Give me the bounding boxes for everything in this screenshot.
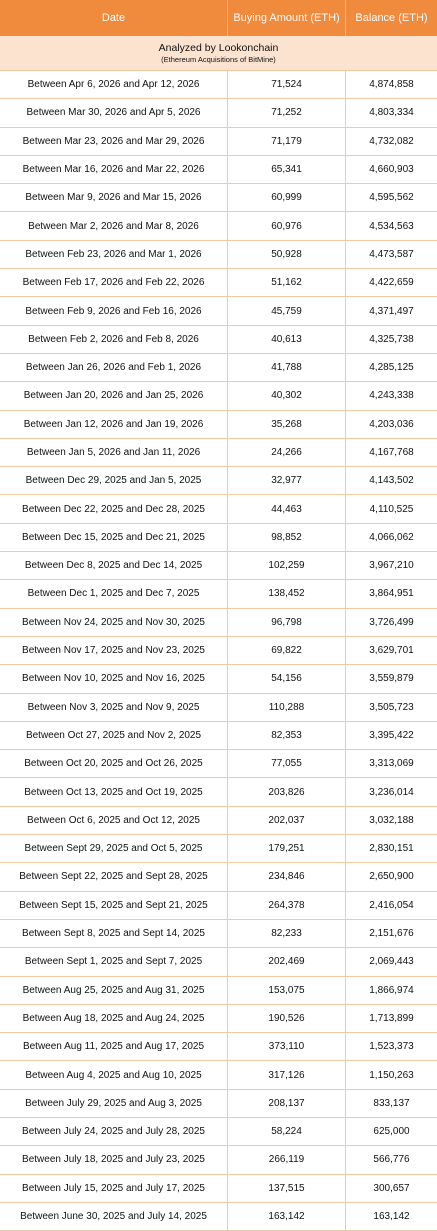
date-cell: Between Sept 29, 2025 and Oct 5, 2025 xyxy=(0,835,228,862)
balance-cell: 2,069,443 xyxy=(369,956,414,968)
balance-cell: 4,422,659 xyxy=(369,277,414,289)
table-row xyxy=(0,439,437,467)
date-cell: Between Oct 6, 2025 and Oct 12, 2025 xyxy=(0,807,228,834)
buying-amount-cell: 264,378 xyxy=(228,892,346,919)
date-cell: Between July 24, 2025 and July 28, 2025 xyxy=(0,1118,228,1145)
buying-amount-cell: 110,288 xyxy=(228,694,346,721)
buying-amount-cell: 98,852 xyxy=(228,524,346,551)
table-row xyxy=(0,977,437,1005)
table-row xyxy=(0,354,437,382)
date-cell: Between Nov 24, 2025 and Nov 30, 2025 xyxy=(0,609,228,636)
table-row xyxy=(0,128,437,156)
date-cell: Between Mar 16, 2026 and Mar 22, 2026 xyxy=(0,156,228,183)
buying-amount-cell: 54,156 xyxy=(228,665,346,692)
table-row xyxy=(0,694,437,722)
buying-amount-cell: 373,110 xyxy=(228,1033,346,1060)
buying-amount-cell: 266,119 xyxy=(228,1146,346,1173)
header-balance: Balance (ETH) xyxy=(355,12,428,24)
table-row xyxy=(0,863,437,891)
buying-amount-cell: 24,266 xyxy=(228,439,346,466)
date-cell: Between Mar 30, 2026 and Apr 5, 2026 xyxy=(0,99,228,126)
banner-title: Analyzed by Lookonchain xyxy=(158,41,279,54)
table-row xyxy=(0,948,437,976)
buying-amount-cell: 163,142 xyxy=(228,1203,346,1230)
table-row xyxy=(0,1118,437,1146)
buying-amount-cell: 179,251 xyxy=(228,835,346,862)
balance-cell: 2,830,151 xyxy=(369,843,414,855)
table-row xyxy=(0,1203,437,1231)
balance-cell: 3,313,069 xyxy=(369,758,414,770)
table-row xyxy=(0,1146,437,1174)
table-row xyxy=(0,750,437,778)
balance-cell: 4,371,497 xyxy=(369,305,414,317)
date-cell: Between Nov 10, 2025 and Nov 16, 2025 xyxy=(0,665,228,692)
balance-cell: 4,285,125 xyxy=(369,362,414,374)
table-row xyxy=(0,1005,437,1033)
table-row xyxy=(0,807,437,835)
date-cell: Between Nov 17, 2025 and Nov 23, 2025 xyxy=(0,637,228,664)
table-row xyxy=(0,665,437,693)
table-header xyxy=(0,0,437,36)
buying-amount-cell: 60,999 xyxy=(228,184,346,211)
balance-cell: 3,559,879 xyxy=(369,673,414,685)
balance-cell: 3,236,014 xyxy=(369,786,414,798)
date-cell: Between Dec 15, 2025 and Dec 21, 2025 xyxy=(0,524,228,551)
buying-amount-cell: 40,613 xyxy=(228,326,346,353)
date-cell: Between Sept 15, 2025 and Sept 21, 2025 xyxy=(0,892,228,919)
buying-amount-cell: 77,055 xyxy=(228,750,346,777)
date-cell: Between Oct 20, 2025 and Oct 26, 2025 xyxy=(0,750,228,777)
date-cell: Between Jan 5, 2026 and Jan 11, 2026 xyxy=(0,439,228,466)
buying-amount-cell: 202,469 xyxy=(228,948,346,975)
buying-amount-cell: 96,798 xyxy=(228,609,346,636)
date-cell: Between Dec 29, 2025 and Jan 5, 2025 xyxy=(0,467,228,494)
buying-amount-cell: 41,788 xyxy=(228,354,346,381)
date-cell: Between Apr 6, 2026 and Apr 12, 2026 xyxy=(0,71,228,98)
balance-cell: 4,325,738 xyxy=(369,333,414,345)
table-row xyxy=(0,212,437,240)
table-row xyxy=(0,99,437,127)
balance-cell: 1,150,263 xyxy=(369,1069,414,1081)
table-row xyxy=(0,1175,437,1203)
buying-amount-cell: 138,452 xyxy=(228,580,346,607)
table-row xyxy=(0,495,437,523)
date-cell: Between Feb 23, 2026 and Mar 1, 2026 xyxy=(0,241,228,268)
balance-cell: 4,732,082 xyxy=(369,135,414,147)
date-cell: Between Sept 1, 2025 and Sept 7, 2025 xyxy=(0,948,228,975)
balance-cell: 3,629,701 xyxy=(369,645,414,657)
table-row xyxy=(0,297,437,325)
date-cell: Between Mar 9, 2026 and Mar 15, 2026 xyxy=(0,184,228,211)
buying-amount-cell: 71,524 xyxy=(228,71,346,98)
buying-amount-cell: 82,353 xyxy=(228,722,346,749)
buying-amount-cell: 190,526 xyxy=(228,1005,346,1032)
date-cell: Between Mar 2, 2026 and Mar 8, 2026 xyxy=(0,212,228,239)
table-row xyxy=(0,920,437,948)
balance-cell: 4,534,563 xyxy=(369,220,414,232)
date-cell: Between Aug 18, 2025 and Aug 24, 2025 xyxy=(0,1005,228,1032)
buying-amount-cell: 45,759 xyxy=(228,297,346,324)
balance-cell: 1,523,373 xyxy=(369,1041,414,1053)
date-cell: Between Feb 9, 2026 and Feb 16, 2026 xyxy=(0,297,228,324)
buying-amount-cell: 317,126 xyxy=(228,1061,346,1088)
balance-cell: 4,473,587 xyxy=(369,248,414,260)
balance-cell: 4,595,562 xyxy=(369,192,414,204)
table-row xyxy=(0,326,437,354)
date-cell: Between June 30, 2025 and July 14, 2025 xyxy=(0,1203,228,1230)
buying-amount-cell: 32,977 xyxy=(228,467,346,494)
balance-cell: 566,776 xyxy=(373,1154,410,1166)
date-cell: Between Mar 23, 2026 and Mar 29, 2026 xyxy=(0,128,228,155)
buying-amount-cell: 44,463 xyxy=(228,495,346,522)
buying-amount-cell: 82,233 xyxy=(228,920,346,947)
buying-amount-cell: 60,976 xyxy=(228,212,346,239)
balance-cell: 4,803,334 xyxy=(369,107,414,119)
table-row xyxy=(0,580,437,608)
table-row xyxy=(0,382,437,410)
date-cell: Between July 15, 2025 and July 17, 2025 xyxy=(0,1175,228,1202)
table-row xyxy=(0,467,437,495)
balance-cell: 3,505,723 xyxy=(369,701,414,713)
buying-amount-cell: 208,137 xyxy=(228,1090,346,1117)
balance-cell: 4,874,858 xyxy=(369,79,414,91)
balance-cell: 1,866,974 xyxy=(369,984,414,996)
date-cell: Between Jan 26, 2026 and Feb 1, 2026 xyxy=(0,354,228,381)
date-cell: Between Sept 8, 2025 and Sept 14, 2025 xyxy=(0,920,228,947)
buying-amount-cell: 35,268 xyxy=(228,411,346,438)
date-cell: Between Dec 1, 2025 and Dec 7, 2025 xyxy=(0,580,228,607)
balance-cell: 4,203,036 xyxy=(369,418,414,430)
analysis-banner xyxy=(0,36,437,71)
balance-cell: 3,395,422 xyxy=(369,729,414,741)
table-row xyxy=(0,778,437,806)
banner-subtitle: (Ethereum Acquisitions of BitMine) xyxy=(161,54,276,64)
table-body xyxy=(0,71,437,1231)
date-cell: Between July 29, 2025 and Aug 3, 2025 xyxy=(0,1090,228,1117)
buying-amount-cell: 137,515 xyxy=(228,1175,346,1202)
balance-cell: 4,110,525 xyxy=(369,503,414,515)
date-cell: Between Oct 13, 2025 and Oct 19, 2025 xyxy=(0,778,228,805)
table-row xyxy=(0,184,437,212)
buying-amount-cell: 203,826 xyxy=(228,778,346,805)
date-cell: Between Feb 2, 2026 and Feb 8, 2026 xyxy=(0,326,228,353)
table-row xyxy=(0,637,437,665)
date-cell: Between Sept 22, 2025 and Sept 28, 2025 xyxy=(0,863,228,890)
balance-cell: 163,142 xyxy=(373,1211,410,1223)
table-row xyxy=(0,1033,437,1061)
table-row xyxy=(0,411,437,439)
balance-cell: 300,657 xyxy=(373,1182,410,1194)
balance-cell: 2,151,676 xyxy=(369,928,414,940)
table-row xyxy=(0,609,437,637)
date-cell: Between Feb 17, 2026 and Feb 22, 2026 xyxy=(0,269,228,296)
buying-amount-cell: 153,075 xyxy=(228,977,346,1004)
balance-cell: 833,137 xyxy=(373,1097,410,1109)
date-cell: Between Oct 27, 2025 and Nov 2, 2025 xyxy=(0,722,228,749)
balance-cell: 4,243,338 xyxy=(369,390,414,402)
balance-cell: 1,713,899 xyxy=(369,1012,414,1024)
buying-amount-cell: 51,162 xyxy=(228,269,346,296)
date-cell: Between Jan 20, 2026 and Jan 25, 2026 xyxy=(0,382,228,409)
table-row xyxy=(0,241,437,269)
table-row xyxy=(0,1061,437,1089)
date-cell: Between Dec 22, 2025 and Dec 28, 2025 xyxy=(0,495,228,522)
balance-cell: 3,864,951 xyxy=(369,588,414,600)
buying-amount-cell: 234,846 xyxy=(228,863,346,890)
balance-cell: 2,650,900 xyxy=(369,871,414,883)
table-row xyxy=(0,552,437,580)
buying-amount-cell: 50,928 xyxy=(228,241,346,268)
buying-amount-cell: 102,259 xyxy=(228,552,346,579)
date-cell: Between July 18, 2025 and July 23, 2025 xyxy=(0,1146,228,1173)
date-cell: Between Aug 4, 2025 and Aug 10, 2025 xyxy=(0,1061,228,1088)
buying-amount-cell: 65,341 xyxy=(228,156,346,183)
table-row xyxy=(0,1090,437,1118)
table-row xyxy=(0,524,437,552)
buying-amount-cell: 58,224 xyxy=(228,1118,346,1145)
balance-cell: 3,967,210 xyxy=(369,560,414,572)
balance-cell: 4,143,502 xyxy=(369,475,414,487)
header-buying-amount: Buying Amount (ETH) xyxy=(228,0,346,36)
balance-cell: 4,660,903 xyxy=(369,164,414,176)
buying-amount-cell: 71,252 xyxy=(228,99,346,126)
date-cell: Between Dec 8, 2025 and Dec 14, 2025 xyxy=(0,552,228,579)
buying-amount-cell: 69,822 xyxy=(228,637,346,664)
date-cell: Between Aug 25, 2025 and Aug 31, 2025 xyxy=(0,977,228,1004)
table-row xyxy=(0,269,437,297)
date-cell: Between Nov 3, 2025 and Nov 9, 2025 xyxy=(0,694,228,721)
balance-cell: 3,032,188 xyxy=(369,814,414,826)
table-row xyxy=(0,71,437,99)
date-cell: Between Jan 12, 2026 and Jan 19, 2026 xyxy=(0,411,228,438)
date-cell: Between Aug 11, 2025 and Aug 17, 2025 xyxy=(0,1033,228,1060)
table-row xyxy=(0,835,437,863)
table-row xyxy=(0,722,437,750)
balance-cell: 4,066,062 xyxy=(369,531,414,543)
header-date: Date xyxy=(0,0,228,36)
buying-amount-cell: 202,037 xyxy=(228,807,346,834)
balance-cell: 625,000 xyxy=(373,1126,410,1138)
balance-cell: 2,416,054 xyxy=(369,899,414,911)
buying-amount-cell: 40,302 xyxy=(228,382,346,409)
balance-cell: 4,167,768 xyxy=(369,447,414,458)
buying-amount-cell: 71,179 xyxy=(228,128,346,155)
table-row xyxy=(0,156,437,184)
table-row xyxy=(0,892,437,920)
balance-cell: 3,726,499 xyxy=(369,616,414,628)
